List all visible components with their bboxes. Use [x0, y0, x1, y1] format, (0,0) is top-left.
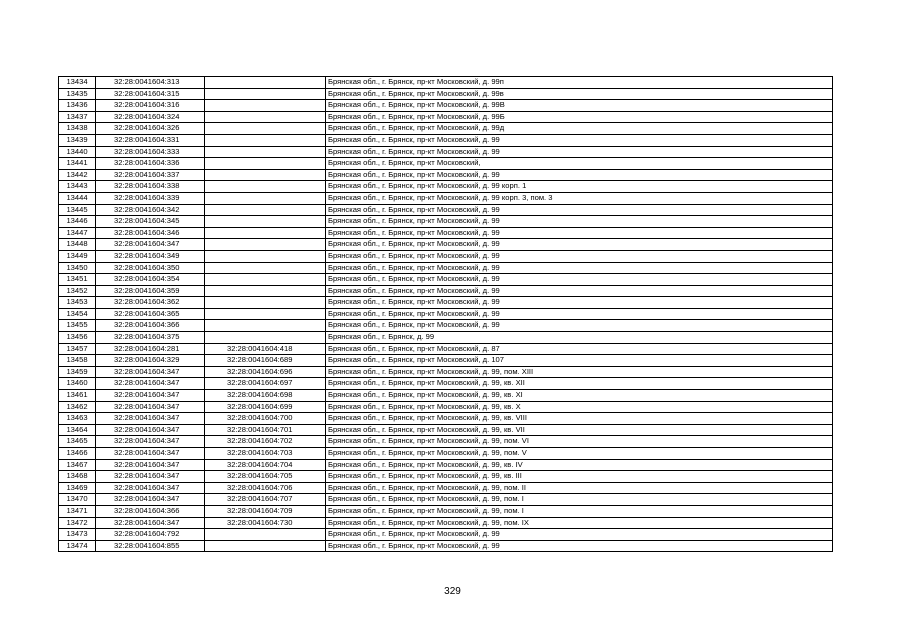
related-cadastral-number-cell: 32:28:0041604:705	[205, 471, 326, 483]
address-cell: Брянская обл., г. Брянск, пр-кт Московский, д. 99	[326, 285, 833, 297]
table-row	[59, 529, 833, 541]
related-cadastral-number-cell	[205, 250, 326, 262]
row-number-cell: 13457	[59, 343, 96, 355]
related-cadastral-number-cell	[205, 308, 326, 320]
table-body	[59, 77, 833, 552]
table-row	[59, 424, 833, 436]
related-cadastral-number-cell	[205, 158, 326, 170]
related-cadastral-number-cell	[205, 181, 326, 193]
row-number-cell: 13450	[59, 262, 96, 274]
related-cadastral-number-cell	[205, 320, 326, 332]
related-cadastral-number-cell	[205, 77, 326, 89]
address-cell: Брянская обл., г. Брянск, пр-кт Московский, д. 99, кв. IV	[326, 459, 833, 471]
address-cell: Брянская обл., г. Брянск, пр-кт Московский, д. 99, кв. XI	[326, 390, 833, 402]
cadastral-number-cell: 32:28:0041604:324	[96, 111, 205, 123]
cadastral-number-cell: 32:28:0041604:362	[96, 297, 205, 309]
cadastral-number-cell: 32:28:0041604:375	[96, 332, 205, 344]
related-cadastral-number-cell	[205, 192, 326, 204]
related-cadastral-number-cell	[205, 285, 326, 297]
table-row	[59, 88, 833, 100]
table-row	[59, 227, 833, 239]
cadastral-number-cell: 32:28:0041604:313	[96, 77, 205, 89]
table-row	[59, 123, 833, 135]
address-cell: Брянская обл., г. Брянск, пр-кт Московский, д. 99, кв. X	[326, 401, 833, 413]
cadastral-number-cell: 32:28:0041604:338	[96, 181, 205, 193]
row-number-cell: 13446	[59, 216, 96, 228]
cadastral-number-cell: 32:28:0041604:347	[96, 239, 205, 251]
related-cadastral-number-cell: 32:28:0041604:703	[205, 448, 326, 460]
address-cell: Брянская обл., г. Брянск, пр-кт Московский, д. 99	[326, 297, 833, 309]
row-number-cell: 13441	[59, 158, 96, 170]
address-cell: Брянская обл., г. Брянск, пр-кт Московский, д. 99п	[326, 77, 833, 89]
cadastral-table	[58, 76, 833, 552]
cadastral-number-cell: 32:28:0041604:345	[96, 216, 205, 228]
table-row	[59, 378, 833, 390]
address-cell: Брянская обл., г. Брянск, пр-кт Московский, д. 99	[326, 239, 833, 251]
related-cadastral-number-cell	[205, 204, 326, 216]
row-number-cell: 13462	[59, 401, 96, 413]
related-cadastral-number-cell	[205, 529, 326, 541]
cadastral-number-cell: 32:28:0041604:347	[96, 378, 205, 390]
table-row	[59, 192, 833, 204]
address-cell: Брянская обл., г. Брянск, пр-кт Московский,	[326, 158, 833, 170]
table-row	[59, 355, 833, 367]
row-number-cell: 13438	[59, 123, 96, 135]
address-cell: Брянская обл., г. Брянск, пр-кт Московский, д. 99В	[326, 100, 833, 112]
related-cadastral-number-cell	[205, 88, 326, 100]
cadastral-number-cell: 32:28:0041604:366	[96, 505, 205, 517]
table-row	[59, 274, 833, 286]
row-number-cell: 13459	[59, 366, 96, 378]
related-cadastral-number-cell: 32:28:0041604:702	[205, 436, 326, 448]
table-row	[59, 459, 833, 471]
cadastral-number-cell: 32:28:0041604:792	[96, 529, 205, 541]
table-row	[59, 471, 833, 483]
address-cell: Брянская обл., г. Брянск, пр-кт Московский, д. 99в	[326, 88, 833, 100]
address-cell: Брянская обл., г. Брянск, пр-кт Московский, д. 99, пом. VI	[326, 436, 833, 448]
row-number-cell: 13434	[59, 77, 96, 89]
related-cadastral-number-cell: 32:28:0041604:701	[205, 424, 326, 436]
address-cell: Брянская обл., г. Брянск, пр-кт Московский, д. 107	[326, 355, 833, 367]
cadastral-number-cell: 32:28:0041604:359	[96, 285, 205, 297]
table-row	[59, 413, 833, 425]
cadastral-number-cell: 32:28:0041604:347	[96, 517, 205, 529]
related-cadastral-number-cell: 32:28:0041604:700	[205, 413, 326, 425]
row-number-cell: 13470	[59, 494, 96, 506]
table-row	[59, 146, 833, 158]
row-number-cell: 13436	[59, 100, 96, 112]
address-cell: Брянская обл., г. Брянск, пр-кт Московский, д. 87	[326, 343, 833, 355]
cadastral-number-cell: 32:28:0041604:347	[96, 401, 205, 413]
address-cell: Брянская обл., г. Брянск, пр-кт Московский, д. 99	[326, 204, 833, 216]
table-row	[59, 216, 833, 228]
related-cadastral-number-cell: 32:28:0041604:698	[205, 390, 326, 402]
table-row	[59, 366, 833, 378]
table-row	[59, 540, 833, 552]
related-cadastral-number-cell	[205, 239, 326, 251]
cadastral-number-cell: 32:28:0041604:347	[96, 413, 205, 425]
row-number-cell: 13472	[59, 517, 96, 529]
address-cell: Брянская обл., г. Брянск, пр-кт Московский, д. 99	[326, 540, 833, 552]
cadastral-number-cell: 32:28:0041604:347	[96, 424, 205, 436]
row-number-cell: 13451	[59, 274, 96, 286]
related-cadastral-number-cell	[205, 262, 326, 274]
row-number-cell: 13437	[59, 111, 96, 123]
address-cell: Брянская обл., г. Брянск, пр-кт Московский, д. 99д	[326, 123, 833, 135]
table-row	[59, 250, 833, 262]
table-row	[59, 204, 833, 216]
address-cell: Брянская обл., г. Брянск, пр-кт Московский, д. 99	[326, 169, 833, 181]
row-number-cell: 13445	[59, 204, 96, 216]
table-row	[59, 401, 833, 413]
row-number-cell: 13474	[59, 540, 96, 552]
cadastral-number-cell: 32:28:0041604:281	[96, 343, 205, 355]
address-cell: Брянская обл., г. Брянск, пр-кт Московский, д. 99	[326, 274, 833, 286]
address-cell: Брянская обл., г. Брянск, пр-кт Московский, д. 99	[326, 529, 833, 541]
row-number-cell: 13458	[59, 355, 96, 367]
address-cell: Брянская обл., г. Брянск, пр-кт Московский, д. 99, пом. I	[326, 505, 833, 517]
cadastral-number-cell: 32:28:0041604:329	[96, 355, 205, 367]
cadastral-number-cell: 32:28:0041604:347	[96, 494, 205, 506]
table-row	[59, 169, 833, 181]
related-cadastral-number-cell: 32:28:0041604:696	[205, 366, 326, 378]
address-cell: Брянская обл., г. Брянск, пр-кт Московский, д. 99, пом. XIII	[326, 366, 833, 378]
cadastral-number-cell: 32:28:0041604:350	[96, 262, 205, 274]
row-number-cell: 13455	[59, 320, 96, 332]
cadastral-number-cell: 32:28:0041604:349	[96, 250, 205, 262]
table-row	[59, 181, 833, 193]
row-number-cell: 13468	[59, 471, 96, 483]
related-cadastral-number-cell	[205, 332, 326, 344]
related-cadastral-number-cell	[205, 146, 326, 158]
row-number-cell: 13449	[59, 250, 96, 262]
row-number-cell: 13444	[59, 192, 96, 204]
table-row	[59, 436, 833, 448]
cadastral-number-cell: 32:28:0041604:339	[96, 192, 205, 204]
table-row	[59, 158, 833, 170]
row-number-cell: 13464	[59, 424, 96, 436]
address-cell: Брянская обл., г. Брянск, пр-кт Московский, д. 99, кв. III	[326, 471, 833, 483]
related-cadastral-number-cell: 32:28:0041604:704	[205, 459, 326, 471]
cadastral-number-cell: 32:28:0041604:347	[96, 390, 205, 402]
address-cell: Брянская обл., г. Брянск, пр-кт Московский, д. 99	[326, 227, 833, 239]
address-cell: Брянская обл., г. Брянск, пр-кт Московский, д. 99 корп. 1	[326, 181, 833, 193]
row-number-cell: 13439	[59, 134, 96, 146]
cadastral-number-cell: 32:28:0041604:354	[96, 274, 205, 286]
related-cadastral-number-cell: 32:28:0041604:730	[205, 517, 326, 529]
cadastral-number-cell: 32:28:0041604:331	[96, 134, 205, 146]
row-number-cell: 13461	[59, 390, 96, 402]
address-cell: Брянская обл., г. Брянск, пр-кт Московский, д. 99	[326, 308, 833, 320]
related-cadastral-number-cell	[205, 216, 326, 228]
related-cadastral-number-cell	[205, 100, 326, 112]
address-cell: Брянская обл., г. Брянск, пр-кт Московский, д. 99, кв. VII	[326, 424, 833, 436]
address-cell: Брянская обл., г. Брянск, пр-кт Московский, д. 99	[326, 320, 833, 332]
table-row	[59, 285, 833, 297]
related-cadastral-number-cell	[205, 123, 326, 135]
row-number-cell: 13469	[59, 482, 96, 494]
cadastral-number-cell: 32:28:0041604:347	[96, 436, 205, 448]
table-row	[59, 517, 833, 529]
table-row	[59, 505, 833, 517]
cadastral-number-cell: 32:28:0041604:347	[96, 459, 205, 471]
table-row	[59, 100, 833, 112]
row-number-cell: 13471	[59, 505, 96, 517]
row-number-cell: 13442	[59, 169, 96, 181]
related-cadastral-number-cell: 32:28:0041604:707	[205, 494, 326, 506]
related-cadastral-number-cell	[205, 540, 326, 552]
related-cadastral-number-cell: 32:28:0041604:709	[205, 505, 326, 517]
cadastral-number-cell: 32:28:0041604:315	[96, 88, 205, 100]
related-cadastral-number-cell	[205, 169, 326, 181]
cadastral-number-cell: 32:28:0041604:347	[96, 482, 205, 494]
related-cadastral-number-cell	[205, 297, 326, 309]
table-row	[59, 77, 833, 89]
row-number-cell: 13460	[59, 378, 96, 390]
row-number-cell: 13473	[59, 529, 96, 541]
cadastral-number-cell: 32:28:0041604:333	[96, 146, 205, 158]
address-cell: Брянская обл., г. Брянск, пр-кт Московский, д. 99	[326, 134, 833, 146]
table-row	[59, 494, 833, 506]
related-cadastral-number-cell: 32:28:0041604:689	[205, 355, 326, 367]
address-cell: Брянская обл., г. Брянск, пр-кт Московский, д. 99 корп. 3, пом. 3	[326, 192, 833, 204]
row-number-cell: 13435	[59, 88, 96, 100]
address-cell: Брянская обл., г. Брянск, пр-кт Московский, д. 99	[326, 216, 833, 228]
table-row	[59, 343, 833, 355]
address-cell: Брянская обл., г. Брянск, пр-кт Московский, д. 99, пом. IX	[326, 517, 833, 529]
table-row	[59, 320, 833, 332]
related-cadastral-number-cell: 32:28:0041604:706	[205, 482, 326, 494]
cadastral-number-cell: 32:28:0041604:336	[96, 158, 205, 170]
address-cell: Брянская обл., г. Брянск, пр-кт Московский, д. 99	[326, 262, 833, 274]
related-cadastral-number-cell	[205, 111, 326, 123]
address-cell: Брянская обл., г. Брянск, пр-кт Московский, д. 99, пом. II	[326, 482, 833, 494]
table-row	[59, 390, 833, 402]
address-cell: Брянская обл., г. Брянск, пр-кт Московский, д. 99, пом. V	[326, 448, 833, 460]
address-cell: Брянская обл., г. Брянск, пр-кт Московский, д. 99, кв. VIII	[326, 413, 833, 425]
cadastral-number-cell: 32:28:0041604:365	[96, 308, 205, 320]
row-number-cell: 13443	[59, 181, 96, 193]
related-cadastral-number-cell: 32:28:0041604:418	[205, 343, 326, 355]
page-number: 329	[444, 586, 461, 597]
table-row	[59, 134, 833, 146]
address-cell: Брянская обл., г. Брянск, д. 99	[326, 332, 833, 344]
row-number-cell: 13466	[59, 448, 96, 460]
related-cadastral-number-cell	[205, 274, 326, 286]
row-number-cell: 13452	[59, 285, 96, 297]
address-cell: Брянская обл., г. Брянск, пр-кт Московский, д. 99, пом. I	[326, 494, 833, 506]
related-cadastral-number-cell: 32:28:0041604:699	[205, 401, 326, 413]
row-number-cell: 13440	[59, 146, 96, 158]
table-row	[59, 482, 833, 494]
row-number-cell: 13447	[59, 227, 96, 239]
row-number-cell: 13448	[59, 239, 96, 251]
related-cadastral-number-cell	[205, 134, 326, 146]
cadastral-number-cell: 32:28:0041604:326	[96, 123, 205, 135]
cadastral-number-cell: 32:28:0041604:347	[96, 448, 205, 460]
cadastral-number-cell: 32:28:0041604:342	[96, 204, 205, 216]
related-cadastral-number-cell: 32:28:0041604:697	[205, 378, 326, 390]
table-row	[59, 448, 833, 460]
table-row	[59, 262, 833, 274]
cadastral-number-cell: 32:28:0041604:337	[96, 169, 205, 181]
row-number-cell: 13453	[59, 297, 96, 309]
address-cell: Брянская обл., г. Брянск, пр-кт Московский, д. 99Б	[326, 111, 833, 123]
address-cell: Брянская обл., г. Брянск, пр-кт Московский, д. 99	[326, 250, 833, 262]
table-row	[59, 297, 833, 309]
cadastral-number-cell: 32:28:0041604:346	[96, 227, 205, 239]
table-row	[59, 111, 833, 123]
row-number-cell: 13456	[59, 332, 96, 344]
table-row	[59, 332, 833, 344]
cadastral-number-cell: 32:28:0041604:347	[96, 471, 205, 483]
row-number-cell: 13463	[59, 413, 96, 425]
address-cell: Брянская обл., г. Брянск, пр-кт Московский, д. 99, кв. XII	[326, 378, 833, 390]
table-row	[59, 308, 833, 320]
cadastral-number-cell: 32:28:0041604:347	[96, 366, 205, 378]
row-number-cell: 13465	[59, 436, 96, 448]
address-cell: Брянская обл., г. Брянск, пр-кт Московский, д. 99	[326, 146, 833, 158]
row-number-cell: 13454	[59, 308, 96, 320]
cadastral-number-cell: 32:28:0041604:855	[96, 540, 205, 552]
cadastral-number-cell: 32:28:0041604:316	[96, 100, 205, 112]
table-row	[59, 239, 833, 251]
cadastral-number-cell: 32:28:0041604:366	[96, 320, 205, 332]
related-cadastral-number-cell	[205, 227, 326, 239]
row-number-cell: 13467	[59, 459, 96, 471]
